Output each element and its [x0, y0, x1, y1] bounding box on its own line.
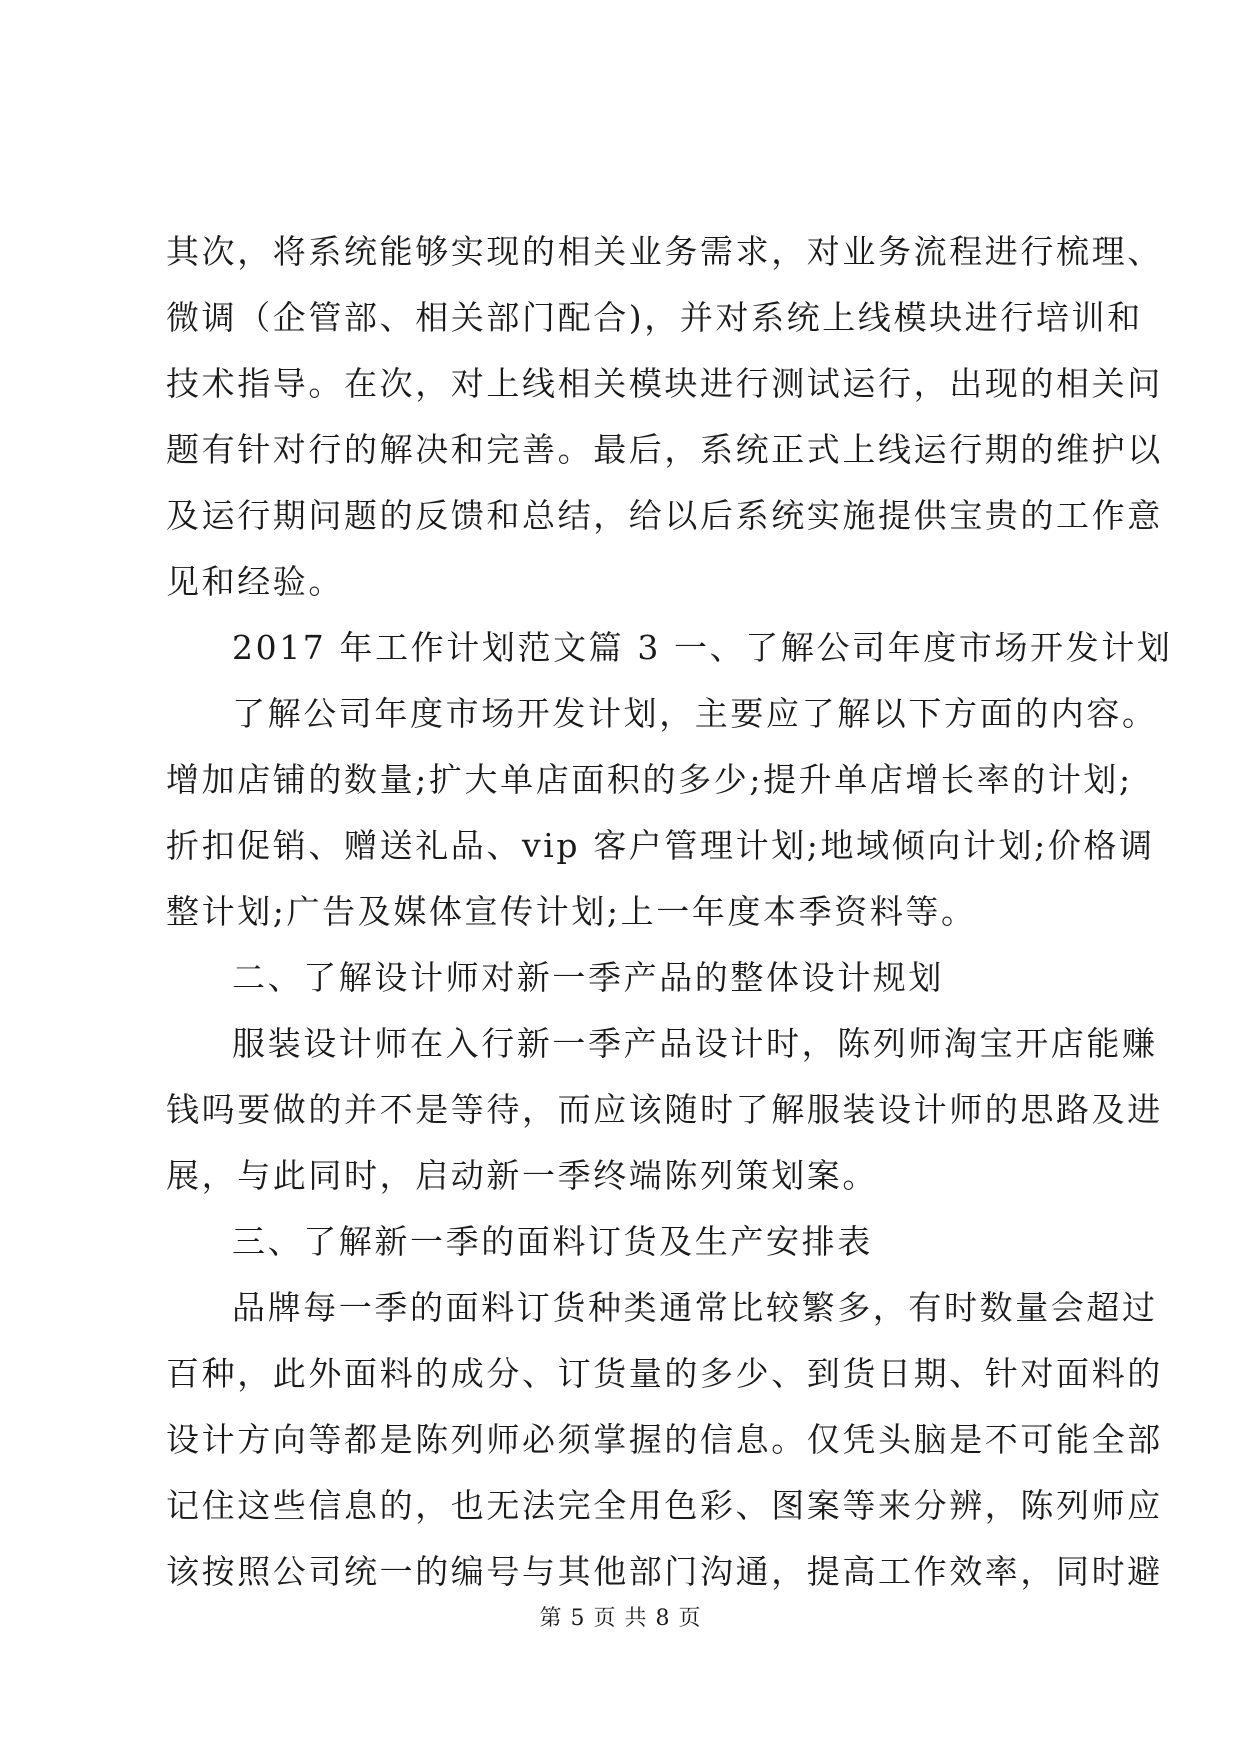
- body-line: 题有针对行的解决和完善。最后，系统正式上线运行期的维护以: [166, 430, 1163, 469]
- body-line: 增加店铺的数量;扩大单店面积的多少;提升单店增长率的计划;: [166, 760, 1133, 799]
- body-line: 了解公司年度市场开发计划，主要应了解以下方面的内容。: [232, 694, 1158, 733]
- body-line: 服装设计师在入行新一季产品设计时，陈列师淘宝开店能赚: [232, 1024, 1158, 1063]
- body-line: 及运行期问题的反馈和总结，给以后系统实施提供宝贵的工作意: [166, 496, 1163, 535]
- page-number-footer: 第 5 页 共 8 页: [539, 1606, 702, 1631]
- body-line: 折扣促销、赠送礼品、vip 客户管理计划;地域倾向计划;价格调: [166, 826, 1155, 865]
- body-line: 该按照公司统一的编号与其他部门沟通，提高工作效率，同时避: [166, 1552, 1163, 1591]
- body-line: 见和经验。: [166, 562, 344, 601]
- body-line: 整计划;广告及媒体宣传计划;上一年度本季资料等。: [166, 892, 977, 931]
- body-line: 其次，将系统能够实现的相关业务需求，对业务流程进行梳理、: [166, 232, 1163, 271]
- body-line: 百种，此外面料的成分、订货量的多少、到货日期、针对面料的: [166, 1354, 1163, 1393]
- body-line: 钱吗要做的并不是等待，而应该随时了解服装设计师的思路及进: [166, 1090, 1163, 1129]
- body-line: 技术指导。在次，对上线相关模块进行测试运行，出现的相关问: [166, 364, 1163, 403]
- body-line: 品牌每一季的面料订货种类通常比较繁多，有时数量会超过: [232, 1288, 1158, 1327]
- section-heading-line: 三、了解新一季的面料订货及生产安排表: [232, 1222, 873, 1261]
- body-line: 记住这些信息的，也无法完全用色彩、图案等来分辨，陈列师应: [166, 1486, 1163, 1525]
- body-line: 微调（企管部、相关部门配合)，并对系统上线模块进行培训和: [166, 298, 1143, 337]
- section-heading-line: 二、了解设计师对新一季产品的整体设计规划: [232, 958, 944, 997]
- section-heading-line: 2017 年工作计划范文篇 3 一、了解公司年度市场开发计划: [232, 628, 1173, 667]
- body-line: 展，与此同时，启动新一季终端陈列策划案。: [166, 1156, 878, 1195]
- body-line: 设计方向等都是陈列师必须掌握的信息。仅凭头脑是不可能全部: [166, 1420, 1163, 1459]
